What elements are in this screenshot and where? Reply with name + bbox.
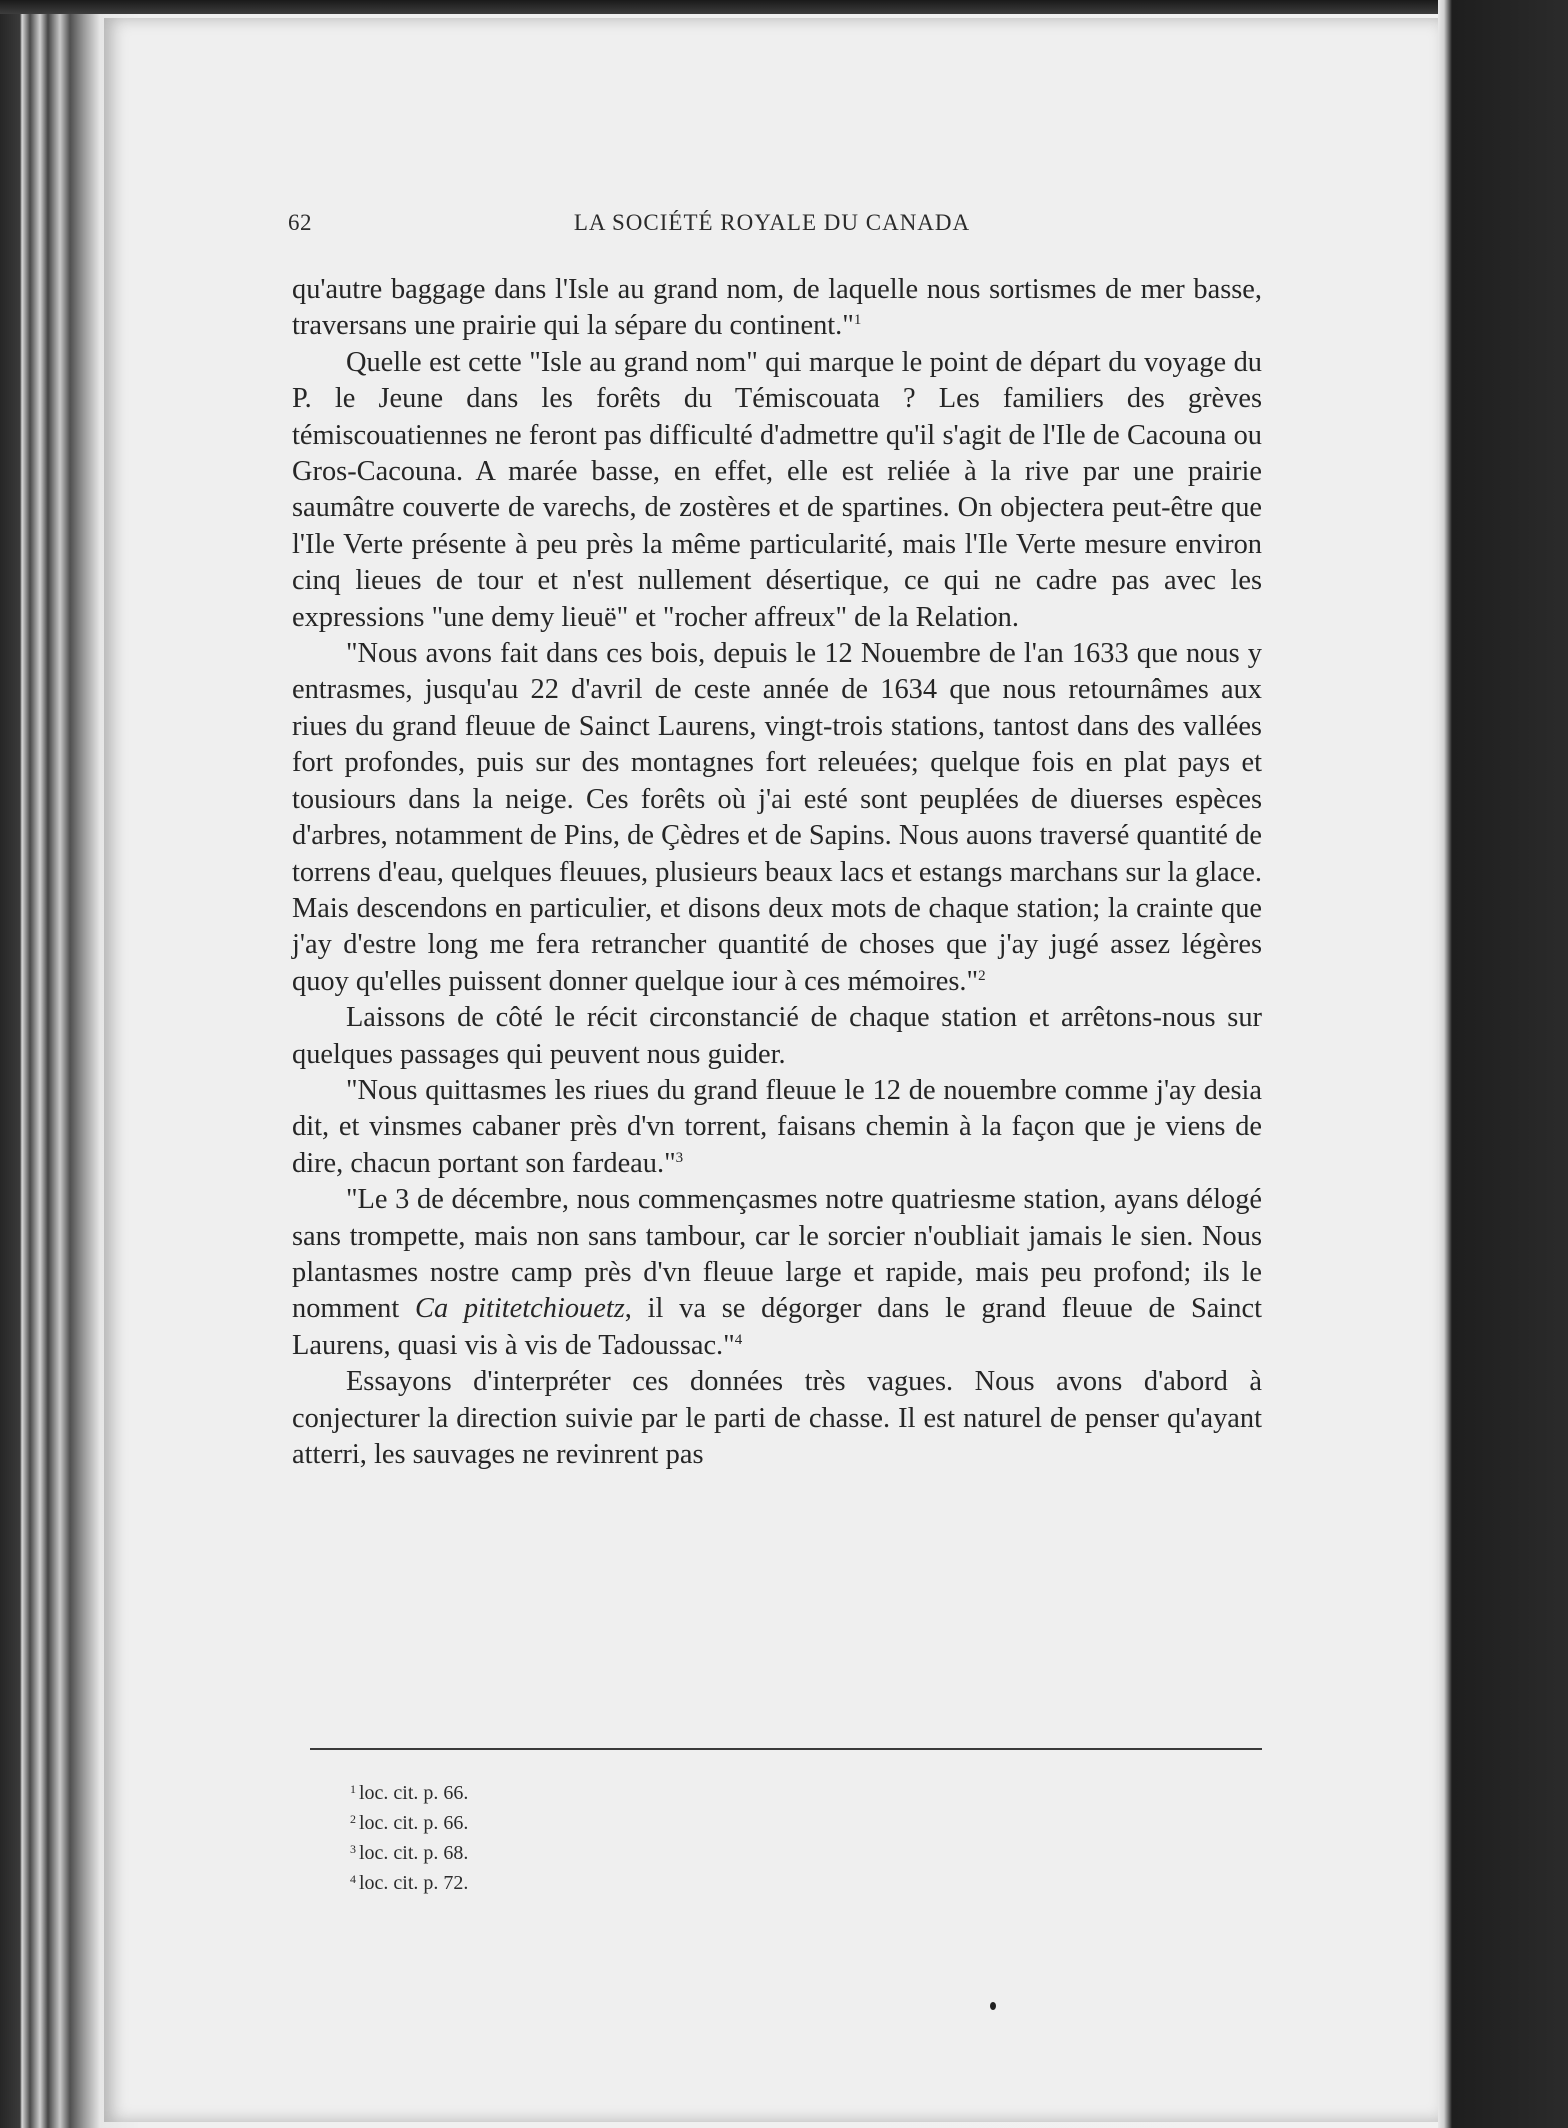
footnote-rule xyxy=(310,1748,1262,1750)
footnote: $^4$ loc. cit. p. 72. xyxy=(350,1872,469,1894)
paragraph: qu'autre baggage dans l'Isle au grand nom, de laquelle nous sortismes de mer basse, traversans une prairie qui la sépare du continent."$^1$ xyxy=(292,274,1262,342)
facing-page-edge xyxy=(1438,0,1568,2128)
page-number: 62 xyxy=(288,210,312,235)
paragraph: "Le 3 de décembre, nous commençasmes notre quatriesme station, ayans délogé sans trompette, mais non sans tambour, car le sorcier n'oubliait jamais le sien. Nous plantasmes nostre camp près d'vn fleuue large et rapide, mais peu profond; ils le nomment Ca pititetchiouetz, il va se dégorger dans le grand fleuue de Sainct Laurens, quasi vis à vis de Tadoussac."$^4$ xyxy=(292,1184,1262,1361)
place-name-italic: Ca pititetchiouetz xyxy=(415,1293,625,1325)
paragraph: Laissons de côté le récit circonstancié de chaque station et arrêtons-nous sur quelques passages qui peuvent nous guider. xyxy=(292,1002,1262,1070)
body-text xyxy=(292,272,1262,1473)
running-header xyxy=(288,210,1256,250)
top-shadow xyxy=(0,0,1568,14)
footnote-ref: 3 xyxy=(675,1149,684,1166)
footnote-ref: 4 xyxy=(734,1331,743,1348)
footnote: $^2$ loc. cit. p. 66. xyxy=(350,1812,469,1834)
footnote-ref: 1 xyxy=(853,312,862,329)
footnote-ref: 2 xyxy=(978,967,986,984)
footnote: $^3$ loc. cit. p. 68. xyxy=(350,1842,469,1864)
paragraph: Quelle est cette "Isle au grand nom" qui marque le point de départ du voyage du P. le Jeune dans les forêts du Témiscouata ? Les familiers des grèves témiscouatiennes ne feront pas difficulté d'admettre qu'il s'agit de l'Ile de Cacouna ou Gros-Cacouna. A marée basse, en effet, elle est reliée à la rive par une prairie saumâtre couverte de varechs, de zostères et de spartines. On objectera peut-être que l'Ile Verte présente à peu près la même particularité, mais l'Ile Verte mesure environ cinq lieues de tour et n'est nullement désertique, ce qui ne cadre pas avec les expressions "une demy lieuë" et "rocher affreux" de la Relation. xyxy=(292,346,1262,633)
footnote: $^1$ loc. cit. p. 66. xyxy=(350,1782,469,1804)
paragraph: Essayons d'interpréter ces données très vagues. Nous avons d'abord à conjecturer la direction suivie par le parti de chasse. Il est naturel de penser qu'ayant atterri, les sauvages ne revinrent pas xyxy=(292,1366,1262,1470)
dust-speck xyxy=(990,2002,996,2010)
paragraph: "Nous quittasmes les riues du grand fleuue le 12 de nouembre comme j'ay desia dit, et vinsmes cabaner près d'vn torrent, faisans chemin à la façon que je viens de dire, chacun portant son fardeau."$^3$ xyxy=(292,1074,1262,1179)
paragraph: "Nous avons fait dans ces bois, depuis le 12 Nouembre de l'an 1633 que nous y entrasmes, jusqu'au 22 d'avril de ceste année de 1634 que nous retournâmes aux riues du grand fleuue de Sainct Laurens, vingt-trois stations, tantost dans des vallées fort profondes, puis sur des montagnes fort releuées; quelque fois en plat pays et tousiours dans la neige. Ces forêts où j'ai esté sont peuplées de diuerses espèces d'arbres, notamment de Pins, de Çèdres et de Sapins. Nous auons traversé quantité de torrens d'eau, quelques fleuues, plusieurs beaux lacs et estangs marchans sur la glace. Mais descendons en particulier, et disons deux mots de chaque station; la crainte que j'ay d'estre long me fera retrancher quantité de choses que j'ay jugé assez légères quoy qu'elles puissent donner quelque iour à ces mémoires."$^2$ xyxy=(292,638,1262,997)
footnotes xyxy=(350,1778,750,1898)
running-title: LA SOCIÉTÉ ROYALE DU CANADA xyxy=(573,210,971,235)
